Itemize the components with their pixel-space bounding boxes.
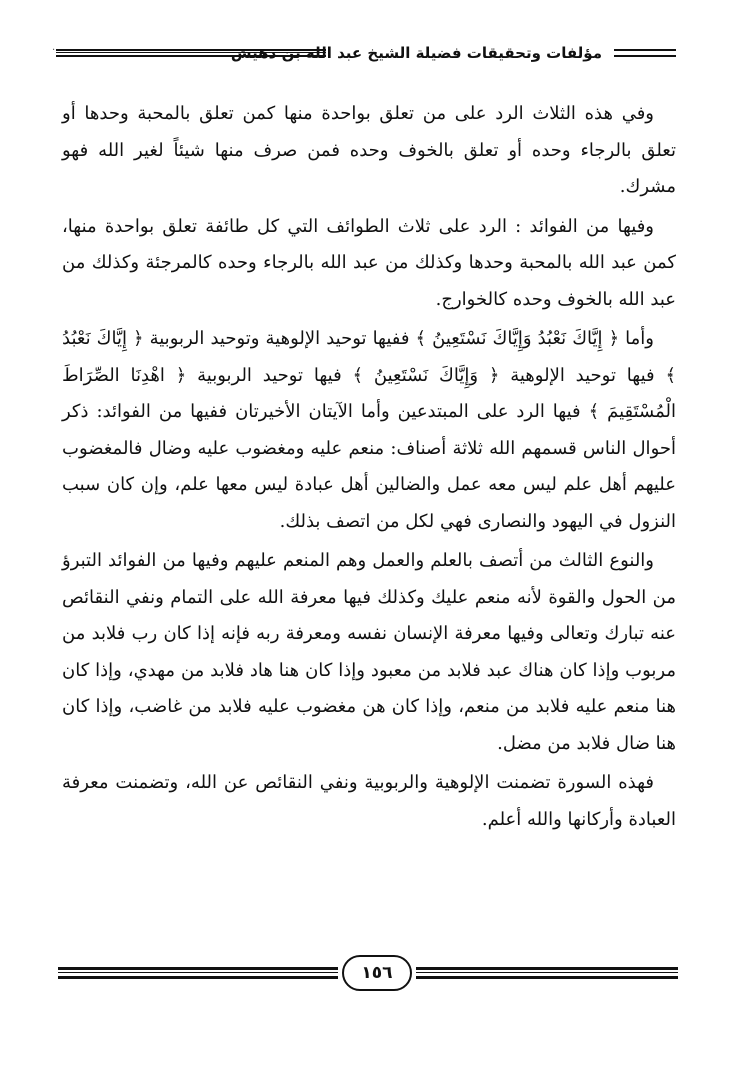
header-rule-left — [56, 49, 326, 57]
header-title: مؤلفات وتحقيقات فضيلة الشيخ عبد الله بن دهيش — [225, 38, 608, 68]
paragraph-3: وأما ﴿ إِيَّاكَ نَعْبُدُ وَإِيَّاكَ نَسْتَعِينُ ﴾ ففيها توحيد الإلوهية وتوحيد الربوبية ﴿ إِيَّاكَ نَعْبُدُ ﴾ فيها توحيد الإلوهية ﴿ وَإِيَّاكَ نَسْتَعِينُ ﴾ فيها توحيد الربوبية ﴿ اهْدِنَا الصِّرَاطَ الْمُسْتَقِيمَ ﴾ فيها الرد على المبتدعين وأما الآيتان الأخيرتان ففيها من الفوائد: ذكر أحوال الناس قسمهم الله ثلاثة أصناف: منعم عليه ومغضوب عليه وضال فالمغضوب عليهم أهل علم ليس معه عمل والضالين أهل عبادة ليس معها علم، وإن كان سبب النزول في اليهود والنصارى فهي لكل من اتصف بذلك. — [62, 328, 676, 532]
footer-rule-right — [416, 967, 678, 979]
paragraph-2: وفيها من الفوائد : الرد على ثلاث الطوائف التي كل طائفة تعلق بواحدة منها، كمن عبد الله بالمحبة وحدها وكذلك من عبد الله بالرجاء وحده كالمرجئة وكذلك من عبد الله بالخوف وحده كالخوارج. — [62, 215, 676, 310]
header-rule-right — [614, 49, 676, 57]
page-body — [62, 96, 676, 841]
page-footer — [58, 955, 678, 995]
page-number: ١٥٦ — [342, 955, 412, 991]
paragraph-5: فهذه السورة تضمنت الإلوهية والربوبية ونفي النقائص عن الله، وتضمنت معرفة العبادة وأركانها والله أعلم. — [62, 772, 676, 830]
margin-dot: · — [52, 45, 56, 56]
running-header — [56, 38, 676, 68]
footer-rule-left — [58, 967, 338, 979]
paragraph-4: والنوع الثالث من أتصف بالعلم والعمل وهم المنعم عليهم وفيها من الفوائد التبرؤ من الحول والقوة لأنه منعم عليك وكذلك فيها معرفة الله على التمام ونفي النقائص عنه تبارك وتعالى وفيها معرفة الإنسان نفسه ومعرفة ربه فإنه إذا كان رب فلابد من مربوب وإذا كان هناك عبد فلابد من معبود وإذا كان هنا هاد فلابد من مهدي، وإذا كان هنا منعم عليه فلابد من منعم، وإذا كان هن مغضوب عليه فلابد من غاضب، وإذا كان هنا ضال فلابد من مضل. — [62, 550, 676, 754]
paragraph-1: وفي هذه الثلاث الرد على من تعلق بواحدة منها كمن تعلق بالمحبة وحدها أو تعلق بالرجاء وحده أو تعلق بالخوف وحده فمن صرف منها شيئاً لغير الله فهو مشرك. — [62, 103, 676, 197]
